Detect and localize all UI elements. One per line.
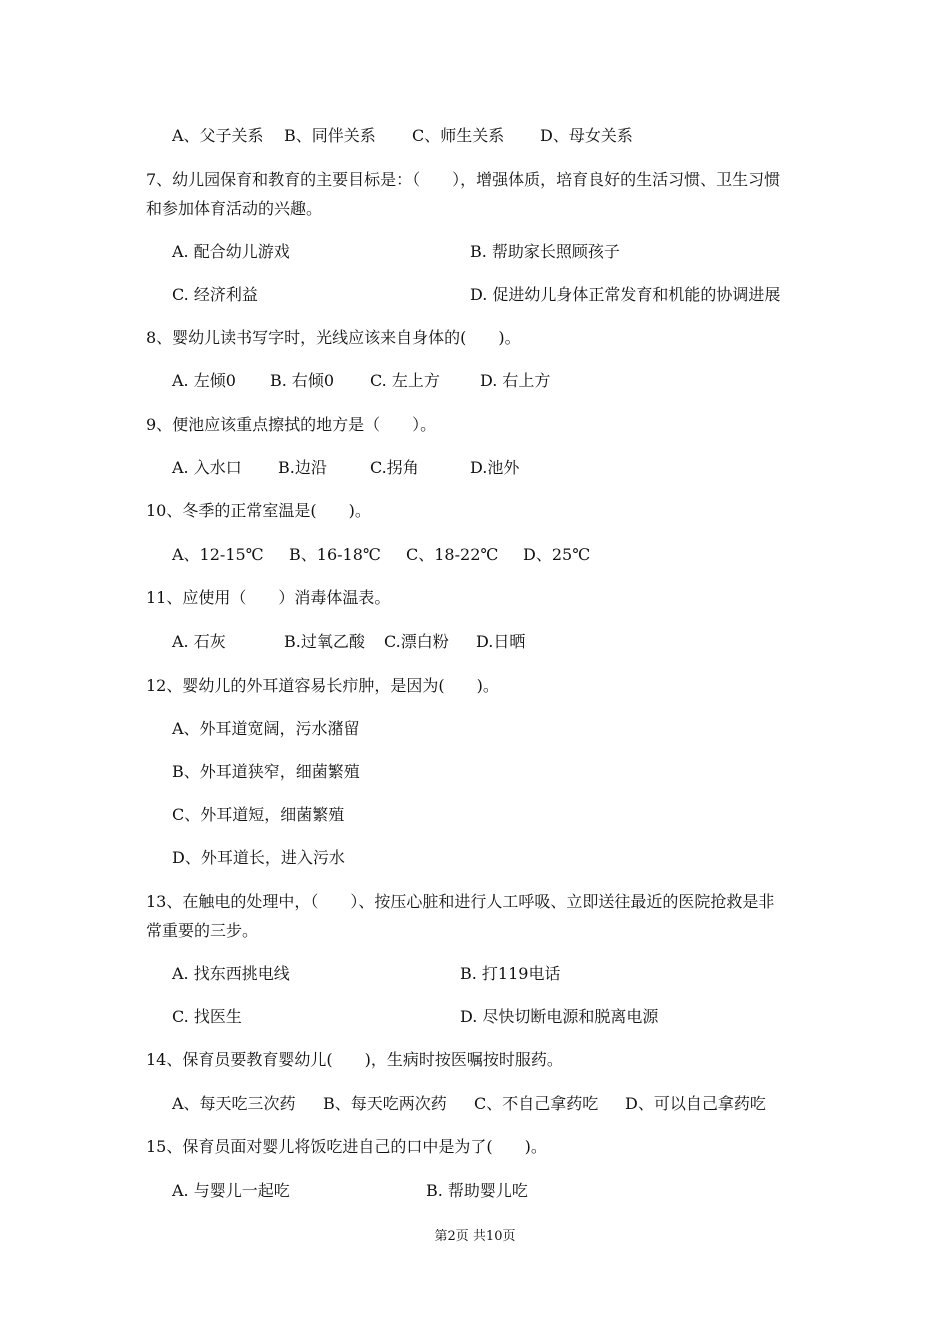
q13-option-c: C. 找医生: [172, 1007, 242, 1026]
q7-options-row2: [172, 285, 780, 305]
q13-option-a: A. 找东西挑电线: [172, 964, 290, 983]
q15-option-a: A. 与婴儿一起吃: [172, 1181, 290, 1200]
q14-option-a: A、每天吃三次药: [172, 1094, 296, 1113]
q13-option-d: D. 尽快切断电源和脱离电源: [460, 1007, 659, 1026]
q14-options: [172, 1094, 766, 1114]
q7-question-line2: 和参加体育活动的兴趣。: [146, 199, 323, 218]
q10-option-b: B、16-18℃: [289, 545, 381, 564]
q8-option-b: B. 右倾0: [270, 371, 335, 390]
q14-option-d: D、可以自己拿药吃: [625, 1094, 766, 1113]
q6-options: [172, 126, 633, 146]
q7-option-d: D. 促进幼儿身体正常发育和机能的协调进展: [470, 285, 781, 304]
q7-option-c: C. 经济利益: [172, 285, 258, 304]
q14-question: 14、保育员要教育婴幼儿( )，生病时按医嘱按时服药。: [146, 1050, 563, 1069]
q7-question-line1: 7、幼儿园保育和教育的主要目标是：（ ），增强体质，培育良好的生活习惯、卫生习惯: [146, 170, 781, 189]
q7-options-row1: [172, 242, 620, 262]
q15-option-b: B. 帮助婴儿吃: [426, 1181, 528, 1200]
q6-option-d: D、母女关系: [540, 126, 633, 145]
q10-option-a: A、12-15℃: [172, 545, 264, 564]
q13-options-row1: [172, 964, 560, 984]
q8-option-a: A. 左倾0: [172, 371, 236, 390]
q13-question-line1: 13、在触电的处理中，（ ）、按压心脏和进行人工呼吸、立即送往最近的医院抢救是非: [146, 892, 775, 911]
q14-option-c: C、不自己拿药吃: [474, 1094, 599, 1113]
q8-option-d: D. 右上方: [480, 371, 551, 390]
q8-question: 8、婴幼儿读书写字时，光线应该来自身体的( )。: [146, 328, 521, 347]
q7-option-b: B. 帮助家长照顾孩子: [470, 242, 620, 261]
q11-option-d: D.日晒: [476, 632, 526, 651]
q11-option-c: C.漂白粉: [384, 632, 449, 651]
q13-options-row2: [172, 1007, 658, 1027]
q12-option-c: C、外耳道短，细菌繁殖: [172, 805, 345, 824]
q9-option-d: D.池外: [470, 458, 520, 477]
q6-option-a: A、父子关系: [172, 126, 264, 145]
q12-question: 12、婴幼儿的外耳道容易长疖肿，是因为( )。: [146, 676, 499, 695]
q12-option-a: A、外耳道宽阔，污水潴留: [172, 719, 360, 738]
q11-option-a: A. 石灰: [172, 632, 226, 651]
q10-options: [172, 545, 590, 565]
q6-option-c: C、师生关系: [412, 126, 505, 145]
q15-question: 15、保育员面对婴儿将饭吃进自己的口中是为了( )。: [146, 1137, 547, 1156]
q9-options: [172, 458, 519, 478]
q10-option-c: C、18-22℃: [406, 545, 499, 564]
q9-option-c: C.拐角: [370, 458, 419, 477]
q12-option-b: B、外耳道狭窄，细菌繁殖: [172, 762, 360, 781]
q15-options: [172, 1181, 528, 1201]
q9-question: 9、便池应该重点擦拭的地方是（ ）。: [146, 415, 437, 434]
page-number-footer: 第2页 共10页: [434, 1229, 516, 1244]
q11-question: 11、应使用（ ）消毒体温表。: [146, 588, 391, 607]
q13-option-b: B. 打119电话: [460, 964, 561, 983]
q11-option-b: B.过氧乙酸: [284, 632, 365, 651]
q8-options: [172, 371, 550, 391]
q13-question-line2: 常重要的三步。: [146, 921, 259, 940]
q8-option-c: C. 左上方: [370, 371, 440, 390]
q10-question: 10、冬季的正常室温是( )。: [146, 501, 371, 520]
q9-option-a: A. 入水口: [172, 458, 242, 477]
q10-option-d: D、25℃: [523, 545, 591, 564]
q9-option-b: B.边沿: [278, 458, 327, 477]
q11-options: [172, 632, 525, 652]
q6-option-b: B、同伴关系: [284, 126, 376, 145]
q14-option-b: B、每天吃两次药: [323, 1094, 447, 1113]
q12-option-d: D、外耳道长，进入污水: [172, 848, 345, 867]
q7-option-a: A. 配合幼儿游戏: [172, 242, 290, 261]
